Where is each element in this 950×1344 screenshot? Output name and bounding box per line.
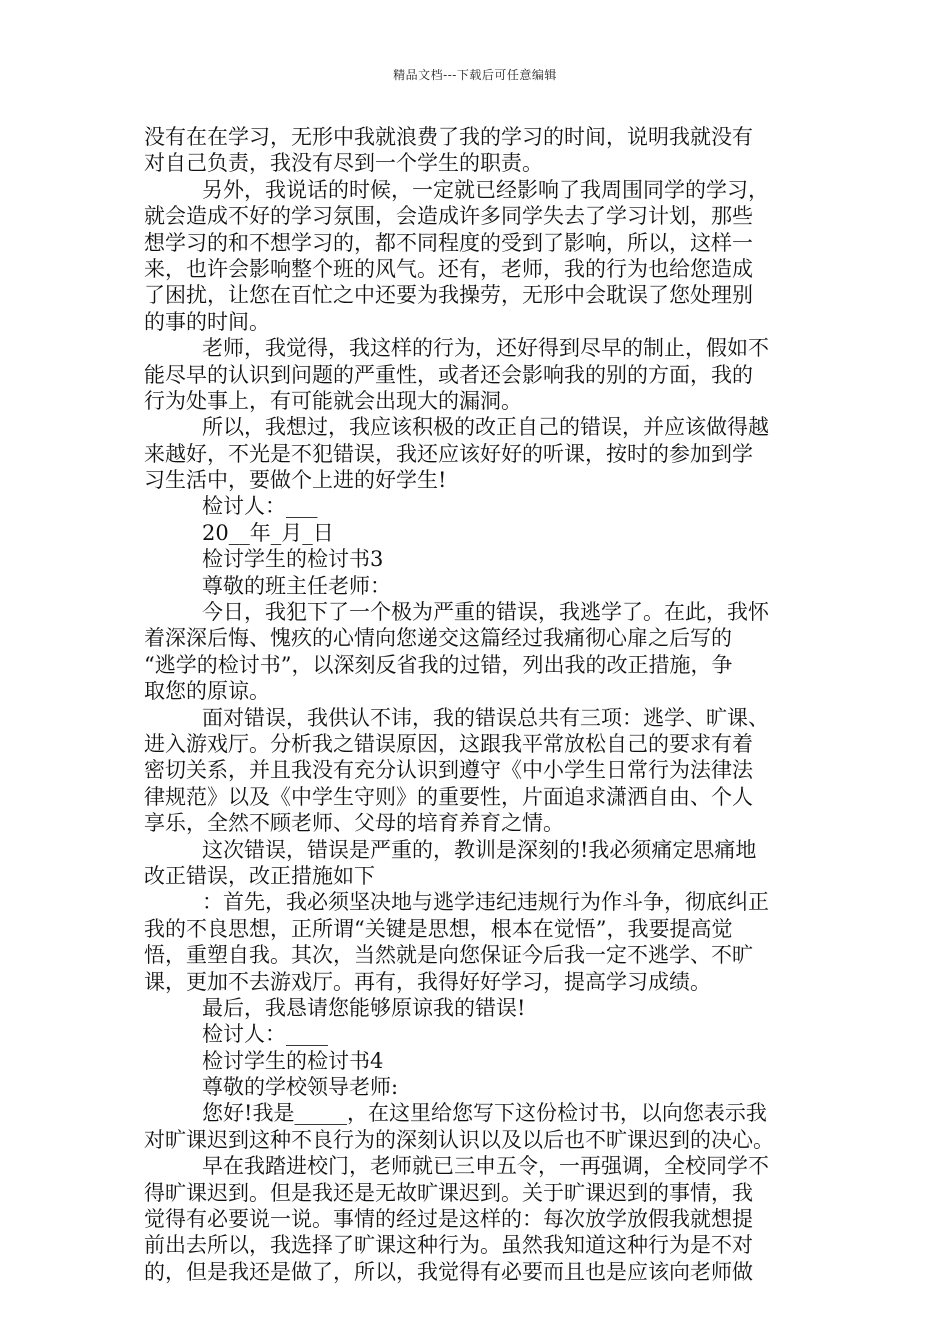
text-line: 另外，我说话的时候，一定就已经影响了我周围同学的学习， (202, 177, 769, 202)
text-line: 律规范》以及《中学生守则》的重要性，片面追求潇洒自由、个人 (144, 784, 753, 809)
text-line: 检讨人：____ (202, 1022, 328, 1047)
text-line: 对旷课迟到这种不良行为的深刻认识以及以后也不旷课迟到的决心。 (144, 1127, 774, 1152)
text-line: 的事的时间。 (144, 309, 270, 334)
text-line: 着深深后悔、愧疚的心情向您递交这篇经过我痛彻心扉之后写的 (144, 626, 732, 651)
text-line: 了困扰，让您在百忙之中还要为我操劳，无形中会耽误了您处理别 (144, 283, 753, 308)
text-line: 前出去所以，我选择了旷课这种行为。虽然我知道这种行为是不对 (144, 1233, 753, 1258)
document-header: 精品文档---下载后可任意编辑 (393, 68, 557, 82)
text-line: 来越好，不光是不犯错误，我还应该好好的听课，按时的参加到学 (144, 441, 753, 466)
text-line: 今日，我犯下了一个极为严重的错误，我逃学了。在此，我怀 (202, 600, 769, 625)
text-line: 行为处事上，有可能就会出现大的漏洞。 (144, 388, 522, 413)
document-body (144, 124, 808, 1285)
text-line: 您好!我是_____，在这里给您写下这份检讨书，以向您表示我 (202, 1101, 767, 1126)
text-line: 检讨学生的检讨书4 (202, 1048, 384, 1073)
text-line: 20__年_月_日 (202, 520, 334, 545)
text-line: 最后，我恳请您能够原谅我的错误! (202, 995, 526, 1020)
text-line: 觉得有必要说一说。事情的经过是这样的：每次放学放假我就想提 (144, 1207, 753, 1232)
text-line: 尊敬的学校领导老师: (202, 1075, 399, 1100)
text-line: 所以，我想过，我应该积极的改正自己的错误，并应该做得越 (202, 415, 769, 440)
text-line: 我的不良思想，正所谓“关键是思想，根本在觉悟”，我要提高觉 (144, 916, 733, 941)
text-line: 课，更加不去游戏厅。再有，我得好好学习，提高学习成绩。 (144, 969, 711, 994)
text-line: 对自己负责，我没有尽到一个学生的职责。 (144, 151, 543, 176)
text-line: 检讨人：___ (202, 494, 318, 519)
text-line: 老师，我觉得，我这样的行为，还好得到尽早的制止，假如不 (202, 336, 769, 361)
text-line: 改正错误，改正措施如下 (144, 863, 375, 888)
text-line: 检讨学生的检讨书3 (202, 547, 384, 572)
text-line: 就会造成不好的学习氛围，会造成许多同学失去了学习计划，那些 (144, 204, 753, 229)
text-line: 这次错误，错误是严重的，教训是深刻的!我必须痛定思痛地 (202, 837, 757, 862)
text-line: 悟，重塑自我。其次，当然就是向您保证今后我一定不逃学、不旷 (144, 943, 753, 968)
text-line: 没有在在学习，无形中我就浪费了我的学习的时间，说明我就没有 (144, 125, 753, 149)
text-line: 进入游戏厅。分析我之错误原因，这跟我平常放松自己的要求有着 (144, 731, 753, 756)
text-line: 的，但是我还是做了，所以，我觉得有必要而且也是应该向老师做 (144, 1259, 753, 1284)
text-line: ：首先，我必须坚决地与逃学违纪违规行为作斗争，彻底纠正 (202, 890, 769, 915)
text-line: 面对错误，我供认不讳，我的错误总共有三项：逃学、旷课、 (202, 705, 769, 730)
text-line: 来，也许会影响整个班的风气。还有，老师，我的行为也给您造成 (144, 256, 753, 281)
text-line: 密切关系，并且我没有充分认识到遵守《中小学生日常行为法律法 (144, 758, 753, 783)
text-line: 得旷课迟到。但是我还是无故旷课迟到。关于旷课迟到的事情，我 (144, 1180, 753, 1205)
text-line: “逃学的检讨书”，以深刻反省我的过错，列出我的改正措施，争 (144, 652, 733, 677)
text-line: 能尽早的认识到问题的严重性，或者还会影响我的别的方面，我的 (144, 362, 753, 387)
text-line: 习生活中，要做个上进的好学生! (144, 468, 447, 493)
text-line: 早在我踏进校门，老师就已三申五令，一再强调，全校同学不 (202, 1154, 769, 1179)
text-line: 想学习的和不想学习的，都不同程度的受到了影响，所以，这样一 (144, 230, 753, 255)
text-line: 取您的原谅。 (144, 679, 270, 704)
text-line: 尊敬的班主任老师： (202, 573, 391, 598)
text-line: 享乐，全然不顾老师、父母的培育养育之情。 (144, 811, 564, 836)
